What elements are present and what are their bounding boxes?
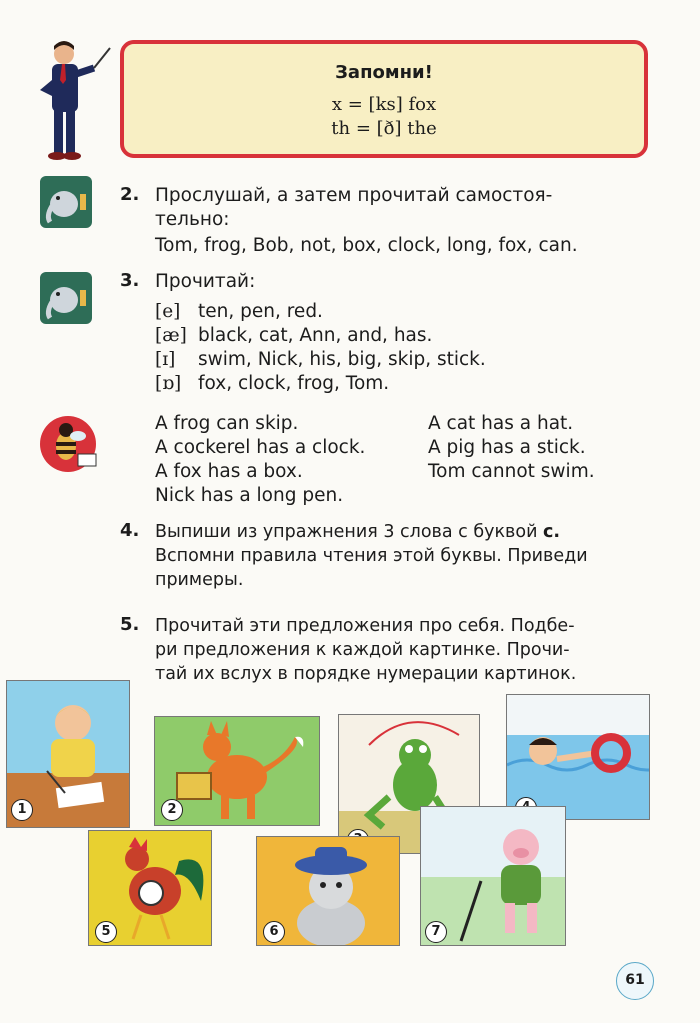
- rule-line-x: x = [ks] fox: [331, 94, 437, 115]
- sentence: A cockerel has a clock.: [155, 437, 366, 458]
- picture-number-badge: 2: [161, 799, 183, 821]
- picture-number-badge: 5: [95, 921, 117, 943]
- phonetic-symbol: [ɪ]: [155, 349, 176, 370]
- sentence: A fox has a box.: [155, 461, 303, 482]
- bee-reading-icon: [38, 414, 102, 478]
- phonetic-words: fox, clock, frog, Tom.: [198, 373, 390, 394]
- sentence: A pig has a stick.: [428, 437, 586, 458]
- exercise-2-words: Tom, frog, Bob, not, box, clock, long, fox, can.: [155, 235, 578, 256]
- exercise-3-number: 3.: [120, 270, 140, 291]
- exercise-4-line3: примеры.: [155, 570, 244, 590]
- phonetic-symbol: [ɒ]: [155, 373, 182, 394]
- exercise-5-line2: ри предложения к каждой картинке. Прочи-: [155, 640, 570, 660]
- picture-number-badge: 6: [263, 921, 285, 943]
- phonetic-words: ten, pen, red.: [198, 301, 323, 322]
- rule-title: Запомни!: [335, 62, 433, 83]
- picture-boy-writing: [6, 680, 130, 828]
- picture-number-badge: 7: [425, 921, 447, 943]
- exercise-4-number: 4.: [120, 520, 140, 541]
- exercise-2-instruction-cont: тельно:: [155, 209, 230, 230]
- picture-fox-box: [154, 716, 320, 826]
- exercise-4-line1: [155, 520, 560, 544]
- picture-cat-hat: [256, 836, 400, 946]
- exercise-3-instruction: Прочитай:: [155, 271, 256, 292]
- phonetic-symbol: [æ]: [155, 325, 187, 346]
- teacher-illustration: [32, 40, 112, 165]
- rule-box: [120, 40, 648, 158]
- audio-elephant-icon: [40, 272, 92, 324]
- exercise-5-line3: тай их вслух в порядке нумерации картинок.: [155, 664, 577, 684]
- picture-number-badge: 1: [11, 799, 33, 821]
- exercise-2-instruction: Прослушай, а затем прочитай самостоя-: [155, 185, 553, 206]
- picture-cockerel-clock: [88, 830, 212, 946]
- audio-elephant-icon: [40, 176, 92, 228]
- sentence: A frog can skip.: [155, 413, 299, 434]
- exercise-4-text: Выпиши из упражнения 3 слова с буквой: [155, 522, 538, 542]
- exercise-2-number: 2.: [120, 184, 140, 205]
- exercise-4-line2: Вспомни правила чтения этой буквы. Приведи: [155, 546, 588, 566]
- sentence: Tom cannot swim.: [428, 461, 595, 482]
- exercise-5-line1: Прочитай эти предложения про себя. Подбе-: [155, 616, 575, 636]
- rule-line-th: th = [ð] the: [331, 118, 437, 139]
- phonetic-words: swim, Nick, his, big, skip, stick.: [198, 349, 486, 370]
- picture-pig-stick: [420, 806, 566, 946]
- sentence: Nick has a long pen.: [155, 485, 344, 506]
- highlight-letter: с.: [543, 522, 561, 542]
- phonetic-words: black, cat, Ann, and, has.: [198, 325, 433, 346]
- picture-boy-swimming: [506, 694, 650, 820]
- page-number: 61: [616, 962, 654, 1000]
- sentence: A cat has a hat.: [428, 413, 574, 434]
- phonetic-symbol: [e]: [155, 301, 181, 322]
- exercise-5-number: 5.: [120, 614, 140, 635]
